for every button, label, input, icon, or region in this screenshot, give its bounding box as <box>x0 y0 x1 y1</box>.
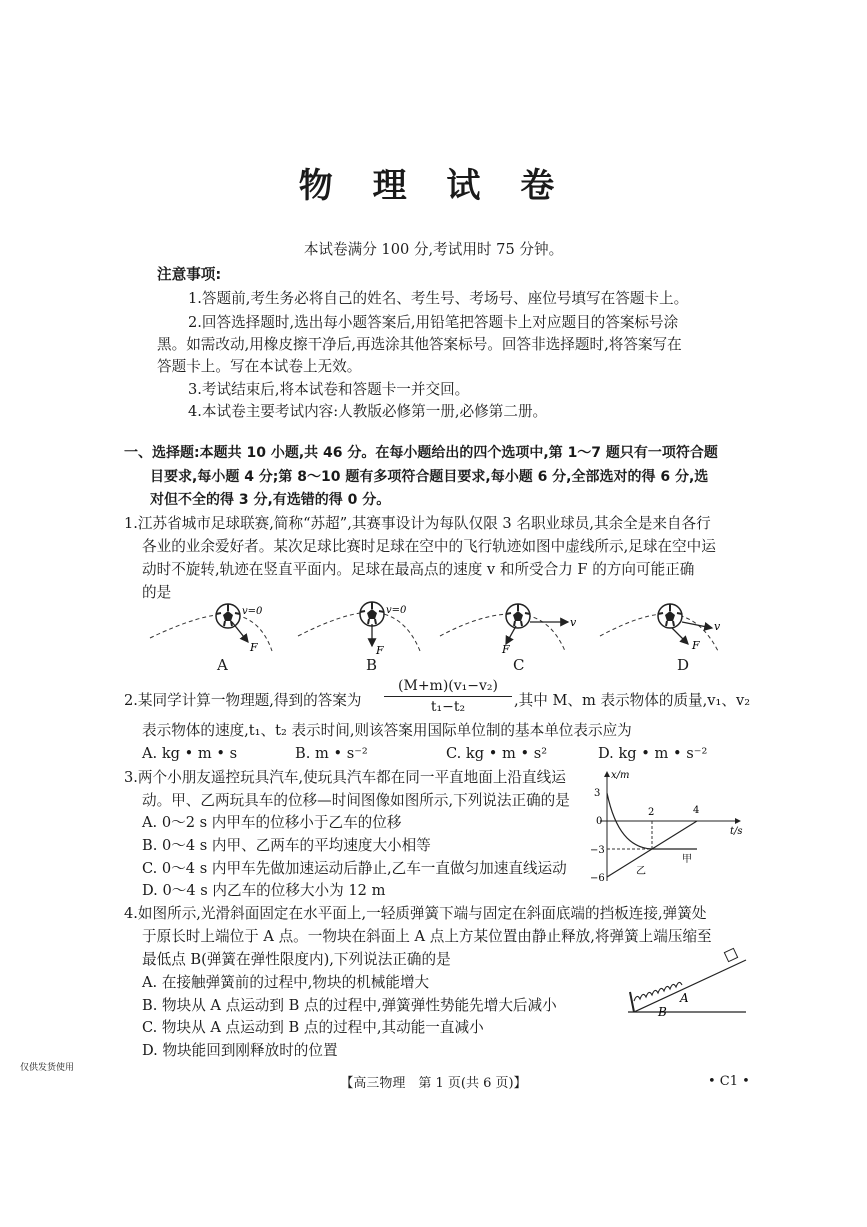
option-label-d: D <box>677 656 690 674</box>
y-axis-label: x/m <box>611 770 630 781</box>
question-4-option-a: A. 在接触弹簧前的过程中,物块的机械能增大 <box>142 974 430 991</box>
question-3-text: 动。甲、乙两玩具车的位移—时间图像如图所示,下列说法正确的是 <box>142 792 570 809</box>
v-label: v=0 <box>386 605 407 616</box>
option-label-c: C <box>513 656 525 674</box>
fraction-denominator: t₁−t₂ <box>430 699 466 715</box>
question-1-figures <box>140 596 750 676</box>
question-2-option-b: B. m • s⁻² <box>295 745 368 762</box>
section-heading: 一、选择题:本题共 10 小题,共 46 分。在每小题给出的四个选项中,第 1～7 题只有一项符合题 <box>124 445 718 461</box>
question-2-text: 2.某同学计算一物理题,得到的答案为 <box>124 692 362 709</box>
v-label: v <box>714 620 721 633</box>
tick-y: 3 <box>594 788 601 799</box>
footer-note: 仅供发货使用 <box>20 1063 75 1073</box>
tick-x: 4 <box>693 805 700 816</box>
label-jia: 甲 <box>682 854 692 865</box>
question-2-option-c: C. kg • m • s² <box>446 745 548 762</box>
section-heading: 对但不全的得 3 分,有选错的得 0 分。 <box>150 492 391 508</box>
question-4-text: 于原长时上端位于 A 点。一物块在斜面上 A 点上方某位置由静止释放,将弹簧上端压缩至 <box>142 928 712 945</box>
question-1-text: 的是 <box>142 584 172 601</box>
page-title: 物 理 试 卷 <box>298 166 569 206</box>
question-2-text: ,其中 M、m 表示物体的质量,v₁、v₂ <box>514 692 751 709</box>
edition-code: • C1 • <box>708 1074 750 1089</box>
question-3-text: 3.两个小朋友遥控玩具汽车,使玩具汽车都在同一平直地面上沿直线运 <box>124 769 566 786</box>
v-label: v <box>570 616 577 629</box>
notice-heading: 注意事项: <box>157 266 222 283</box>
question-3-option-a: A. 0～2 s 内甲车的位移小于乙车的位移 <box>142 814 402 831</box>
notice-item: 2.回答选择题时,选出每小题答案后,用铅笔把答题卡上对应题目的答案标号涂 <box>188 314 679 331</box>
figure-c <box>440 604 577 656</box>
tick-x: 2 <box>648 807 655 818</box>
option-label-b: B <box>366 656 378 674</box>
figure-a <box>150 604 272 654</box>
question-4-option-b: B. 物块从 A 点运动到 B 点的过程中,弹簧弹性势能先增大后减小 <box>142 997 557 1014</box>
exam-info: 本试卷满分 100 分,考试用时 75 分钟。 <box>303 241 564 258</box>
figure-b <box>298 602 420 657</box>
tick-y: −3 <box>590 845 605 856</box>
position-time-graph <box>590 766 760 886</box>
question-3-option-b: B. 0～4 s 内甲、乙两车的平均速度大小相等 <box>142 837 431 854</box>
notice-item: 答题卡上。写在本试卷上无效。 <box>157 358 362 375</box>
section-heading: 目要求,每小题 4 分;第 8～10 题有多项符合题目要求,每小题 6 分,全部选对的得 6 分,选 <box>150 469 709 485</box>
question-4-text: 最低点 B(弹簧在弹性限度内),下列说法正确的是 <box>142 951 451 968</box>
notice-item: 黑。如需改动,用橡皮擦干净后,再选涂其他答案标号。回答非选择题时,将答案写在 <box>157 336 682 353</box>
question-1-text: 各业的业余爱好者。某次足球比赛时足球在空中的飞行轨迹如图中虚线所示,足球在空中运 <box>142 538 716 555</box>
point-b-label: B <box>658 1005 667 1018</box>
f-label: F <box>376 644 384 657</box>
question-4-option-d: D. 物块能回到刚释放时的位置 <box>142 1042 338 1059</box>
label-yi: 乙 <box>636 866 646 877</box>
incline-spring-figure <box>626 946 751 1018</box>
notice-item: 3.考试结束后,将本试卷和答题卡一并交回。 <box>188 381 470 398</box>
fraction <box>384 678 512 715</box>
question-1-text: 1.江苏省城市足球联赛,简称“苏超”,其赛事设计为每队仅限 3 名职业球员,其余全是来自各行 <box>124 515 711 532</box>
question-2-option-d: D. kg • m • s⁻² <box>598 745 708 762</box>
figure-d <box>600 604 721 652</box>
question-4-text: 4.如图所示,光滑斜面固定在水平面上,一轻质弹簧下端与固定在斜面底端的挡板连接,弹簧处 <box>124 905 707 922</box>
option-label-a: A <box>217 656 228 674</box>
question-2-option-a: A. kg • m • s <box>142 745 238 762</box>
question-3-option-d: D. 0～4 s 内乙车的位移大小为 12 m <box>142 882 386 899</box>
fraction-numerator: (M+m)(v₁−v₂) <box>384 678 512 697</box>
tick-y: 0 <box>596 816 603 827</box>
x-axis-label: t/s <box>730 826 743 837</box>
question-2-text: 表示物体的速度,t₁、t₂ 表示时间,则该答案用国际单位制的基本单位表示应为 <box>142 722 632 739</box>
tick-y: −6 <box>590 873 605 884</box>
question-1-text: 动时不旋转,轨迹在竖直平面内。足球在最高点的速度 v 和所受合力 F 的方向可能正确 <box>142 561 695 578</box>
point-a-label: A <box>680 991 689 1005</box>
f-label: F <box>250 641 258 654</box>
v-label: v=0 <box>242 606 263 617</box>
block <box>724 948 737 961</box>
question-3-option-c: C. 0～4 s 内甲车先做加速运动后静止,乙车一直做匀加速直线运动 <box>142 860 567 877</box>
f-label: F <box>692 639 700 652</box>
page-footer: 【高三物理 第 1 页(共 6 页)】 <box>340 1076 527 1091</box>
question-4-option-c: C. 物块从 A 点运动到 B 点的过程中,其动能一直减小 <box>142 1019 484 1036</box>
notice-item: 4.本试卷主要考试内容:人教版必修第一册,必修第二册。 <box>188 403 548 420</box>
f-label: F <box>502 643 510 656</box>
notice-item: 1.答题前,考生务必将自己的姓名、考生号、考场号、座位号填写在答题卡上。 <box>188 290 689 307</box>
spring <box>634 982 682 1001</box>
